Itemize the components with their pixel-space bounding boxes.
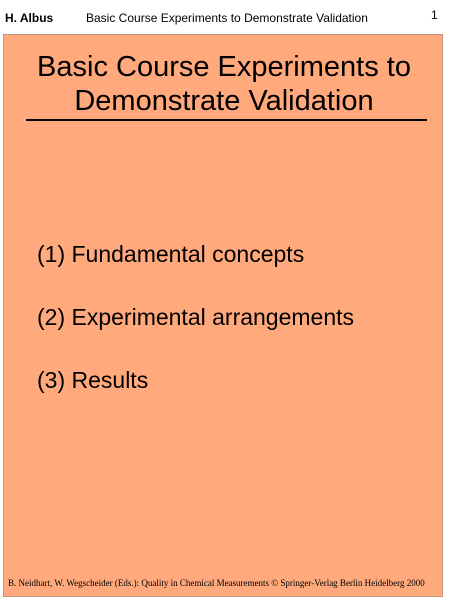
slide-panel bbox=[3, 34, 443, 597]
agenda-list bbox=[37, 240, 354, 429]
page-number: 1 bbox=[431, 8, 438, 22]
slide-title: Basic Course Experiments to Demonstrate Validation bbox=[37, 51, 411, 117]
footer-citation: B. Neidhart, W. Wegscheider (Eds.): Quality in Chemical Measurements © Springer-Verlag Berlin Heidelberg 2000 bbox=[8, 578, 425, 588]
header-author: H. Albus bbox=[5, 11, 54, 25]
agenda-item-results: (3) Results bbox=[37, 367, 149, 393]
agenda-item-experimental-arrangements: (2) Experimental arrangements bbox=[37, 304, 355, 330]
title-underline bbox=[26, 119, 427, 121]
header-title: Basic Course Experiments to Demonstrate Validation bbox=[86, 11, 368, 25]
agenda-item-fundamental-concepts: (1) Fundamental concepts bbox=[37, 241, 305, 267]
